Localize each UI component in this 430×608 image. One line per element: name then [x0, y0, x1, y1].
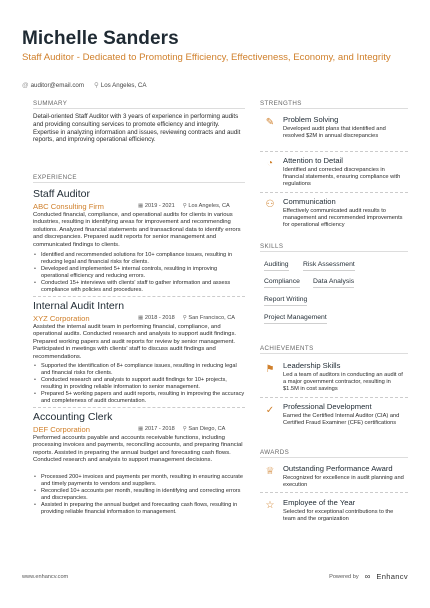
company-name: DEF Corporation	[33, 425, 90, 434]
job-meta	[138, 426, 225, 432]
strength-title: Communication	[283, 197, 336, 206]
achievement-desc: Led a team of auditors in conducting an audit of a major government contractor, resulting in $1.5M in cost savings	[283, 372, 403, 393]
job-dates: 2018 - 2018	[144, 315, 175, 321]
award-desc: Recognized for excellence in audit planning and execution	[283, 475, 404, 489]
calendar-icon: ▦	[138, 426, 144, 432]
job-description: Performed accounts payable and accounts receivable functions, including processing invoices and payments, reconciling accounts, and preparing financial reports. Assisted in preparing the annual budget and forecasting cash flows. Conducted research and analysis to support management decisions.	[33, 435, 243, 464]
job-divider	[33, 407, 245, 408]
flag-icon: ⚑	[265, 364, 275, 375]
pin-icon: ⚲	[182, 426, 187, 432]
experience-title: EXPERIENCE	[33, 174, 77, 181]
skill-tag: Data Analysis	[313, 278, 354, 288]
skill-tag: Project Management	[264, 314, 327, 324]
list-item: • Assisted in preparing the annual budget and forecasting cash flows, resulting in providing reliable financial information to management.	[33, 502, 245, 516]
list-item: • Processed 200+ invoices and payments per month, resulting in ensuring accurate and timely payments to vendors and suppliers.	[33, 474, 245, 488]
skills-title: SKILLS	[260, 243, 284, 250]
summary-title: SUMMARY	[33, 100, 68, 107]
job-dates: 2017 - 2018	[144, 426, 175, 432]
pin-icon: ⚲	[94, 82, 99, 89]
job-divider	[33, 296, 245, 297]
item-divider	[260, 192, 408, 193]
award-desc: Selected for exceptional contributions to the team and the organization	[283, 509, 394, 523]
list-item: • Supported the identification of 8+ compliance issues, resulting in reducing legal and financial risks for clients.	[33, 363, 245, 377]
experience-divider	[33, 182, 245, 183]
pin-icon: ⚲	[182, 203, 187, 209]
strength-desc: Developed audit plans that identified and resolved $2M in annual discrepancies	[283, 126, 386, 140]
awards-divider	[260, 457, 408, 458]
strength-desc: Identified and corrected discrepancies in financial statements, ensuring compliance with regulations	[283, 167, 401, 188]
list-item: • Conducted research and analysis to support audit findings for 10+ projects, resulting in providing reliable information to senior management.	[33, 377, 245, 391]
achievement-desc: Earned the Certified Internal Auditor (CIA) and Certified Fraud Examiner (CFE) certifications	[283, 413, 400, 427]
bulb-icon: ✎	[265, 117, 275, 128]
email-contact[interactable]	[22, 82, 84, 89]
skill-tag: Risk Assessment	[303, 261, 355, 271]
item-divider	[260, 397, 408, 398]
strengths-title: STRENGTHS	[260, 100, 302, 107]
skill-tag: Compliance	[264, 278, 300, 288]
strengths-divider	[260, 108, 408, 109]
list-item: • Identified and recommended solutions for 10+ compliance issues, resulting in reducing legal and financial risks for clients.	[33, 252, 245, 266]
candidate-name: Michelle Sanders	[22, 28, 179, 49]
enhancv-logo-icon: ∞	[364, 572, 371, 581]
email-text: auditor@email.com	[30, 81, 85, 89]
headline: Staff Auditor - Dedicated to Promoting Efficiency, Effectiveness, Economy, and Integrity	[22, 52, 391, 63]
job-bullets	[33, 474, 245, 516]
summary-divider	[33, 108, 245, 109]
job-location: San Diego, CA	[188, 426, 226, 432]
calendar-icon: ▦	[138, 315, 144, 321]
achievement-title: Leadership Skills	[283, 361, 341, 370]
skill-tag: Auditing	[264, 261, 289, 271]
location-text: Los Angeles, CA	[100, 82, 147, 89]
target-icon: ◔	[266, 158, 274, 169]
achievement-title: Professional Development	[283, 402, 372, 411]
list-item: • Reconciled 10+ accounts per month, resulting in identifying and correcting errors and discrepancies.	[33, 488, 245, 502]
award-title: Outstanding Performance Award	[283, 464, 393, 473]
job-meta	[138, 203, 230, 209]
achievements-divider	[260, 353, 408, 354]
strength-title: Attention to Detail	[283, 156, 343, 165]
job-location: San Francisco, CA	[188, 315, 236, 321]
list-item: • Developed and implemented 5+ internal controls, resulting in improving operational efficiency and reducing errors.	[33, 266, 245, 280]
job-location: Los Angeles, CA	[188, 203, 230, 209]
strength-title: Problem Solving	[283, 115, 339, 124]
summary-text: Detail-oriented Staff Auditor with 3 years of experience in performing audits and providing consulting services to promote efficiency and integrity. Expertise in analyzing information and issues, reviewing contracts and audit reports, and improving operational efficiency.	[33, 113, 241, 144]
brand-name: Enhancv	[376, 572, 408, 581]
powered-by	[329, 572, 408, 581]
company-name: ABC Consulting Firm	[33, 202, 104, 211]
award-title: Employee of the Year	[283, 498, 356, 507]
location-contact	[94, 81, 147, 89]
footer-url[interactable]: www.enhancv.com	[22, 574, 69, 580]
star-icon: ☆	[265, 500, 275, 511]
item-divider	[260, 492, 408, 493]
at-icon: @	[22, 81, 29, 89]
group-icon: ⚇	[265, 199, 275, 210]
item-divider	[260, 151, 408, 152]
badge-icon: ✓	[265, 405, 275, 416]
contact-bar	[22, 81, 147, 89]
calendar-icon: ▦	[138, 203, 144, 209]
job-title: Staff Auditor	[33, 188, 91, 200]
trophy-icon: ♕	[265, 466, 275, 477]
list-item: • Prepared 5+ working papers and audit reports, resulting in improving the accuracy and completeness of audit documentation.	[33, 391, 245, 405]
job-title: Internal Audit Intern	[33, 300, 125, 312]
list-item: • Conducted 15+ interviews with clients' staff to gather information and assess compliance with policies and procedures.	[33, 280, 245, 294]
powered-by-label: Powered by	[329, 573, 359, 580]
skills-divider	[260, 251, 408, 252]
strength-desc: Effectively communicated audit results to management and recommended improvements for operational efficiency	[283, 208, 403, 229]
pin-icon: ⚲	[182, 315, 187, 321]
company-name: XYZ Corporation	[33, 314, 90, 323]
awards-title: AWARDS	[260, 449, 290, 456]
job-title: Accounting Clerk	[33, 411, 113, 423]
skill-tag: Report Writing	[264, 296, 307, 306]
job-description: Conducted financial, compliance, and operational audits for clients in various industries, resulting in identifying areas for improvement and recommending solutions. Analyzed financial statements and transactional data to identify errors and discrepancies. Prepared audit reports for senior management and communicated findings to clients.	[33, 212, 241, 248]
job-bullets	[33, 363, 245, 405]
job-bullets	[33, 252, 245, 294]
achievements-title: ACHIEVEMENTS	[260, 345, 314, 352]
job-meta	[138, 315, 235, 321]
job-description: Assisted the internal audit team in performing financial, compliance, and operational audits. Conducted research and analysis to support audit findings. Prepared working papers and audit reports for review by senior management. Participated in meetings with clients' staff to discuss audit findings and recommendations.	[33, 324, 237, 360]
job-dates: 2019 - 2021	[144, 203, 175, 209]
